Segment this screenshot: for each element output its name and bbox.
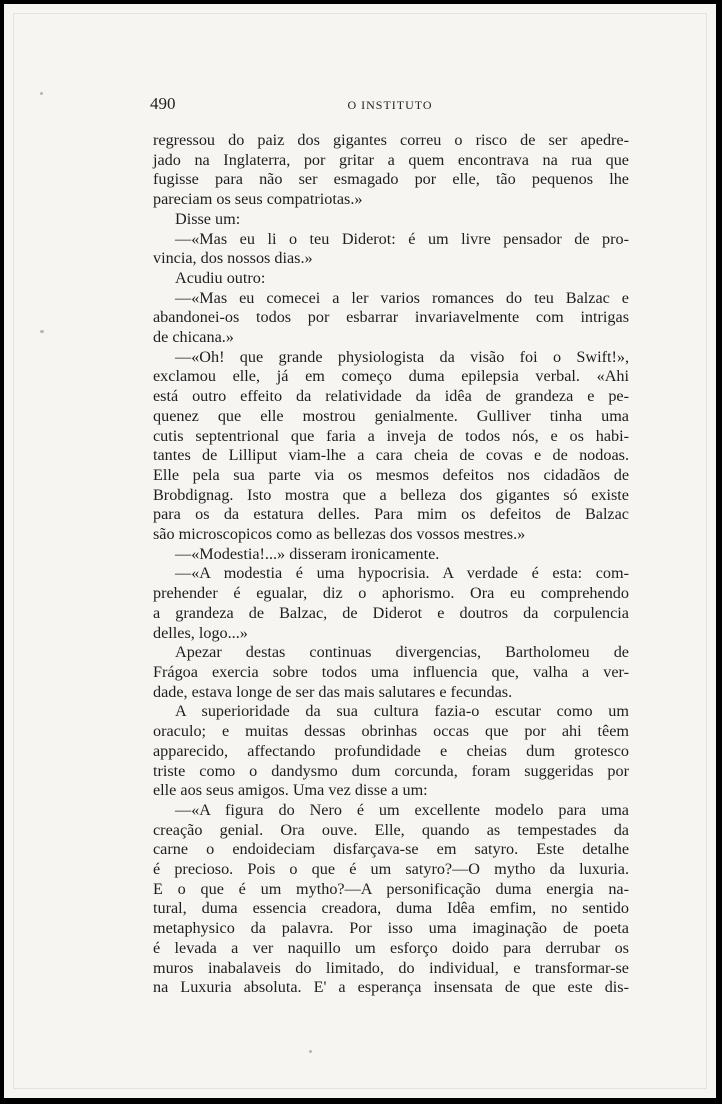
text-line: Frágoa exercia sobre todos uma influencia que, valha a ver-	[153, 662, 629, 681]
text-line: é levada a ver naquillo um esforço doido para derrubar os	[153, 938, 629, 957]
paper-speck	[40, 330, 44, 333]
text-line: na Luxuria absoluta. E' a esperança insensata de que este dis-	[153, 978, 629, 997]
text-line: —«A figura do Nero é um excellente modelo para uma	[175, 800, 629, 819]
text-line: Apezar destas continuas divergencias, Bartholomeu de	[175, 643, 629, 662]
text-line: —«A modestia é uma hypocrisia. A verdade é esta: com-	[175, 564, 629, 583]
text-line: é precioso. Pois o que é um satyro?—O mytho da luxuria.	[153, 860, 629, 879]
text-line: vincia, dos nossos dias.»	[153, 249, 313, 268]
text-line: para os da estatura delles. Para mim os defeitos de Balzac	[153, 505, 629, 524]
text-line: —«Mas eu comecei a ler varios romances do teu Balzac e	[175, 288, 629, 307]
paper-speck	[40, 92, 43, 95]
text-line: tural, duma essencia creadora, duma Idêa emfim, no sentido	[153, 899, 629, 918]
text-line: regressou do paiz dos gigantes correu o risco de ser apedre-	[153, 131, 629, 149]
text-line: está outro effeito da relatividade da idêa de grandeza e pe-	[153, 387, 629, 406]
body-text	[153, 131, 629, 998]
text-line: pareciam os seus compatriotas.»	[153, 190, 363, 209]
text-line: —«Mas eu li o teu Diderot: é um livre pensador de pro-	[175, 229, 629, 248]
text-line: delles, logo...»	[153, 623, 248, 642]
text-line: Elle pela sua parte via os mesmos defeitos nos cidadãos de	[153, 465, 629, 484]
text-line: jado na Inglaterra, por gritar a quem encontrava na rua que	[153, 150, 629, 169]
text-line: abandonei-os todos por esbarrar invariavelmente com intrigas	[153, 308, 629, 327]
text-line: muros inabalaveis do limitado, do individual, e transformar-se	[153, 958, 629, 977]
running-head	[150, 93, 630, 115]
text-line: elle aos seus amigos. Uma vez disse a um:	[153, 781, 428, 800]
text-line: E o que é um mytho?—A personificação duma energia na-	[153, 879, 629, 898]
text-line: triste como o dandysmo dum corcunda, foram suggeridas por	[153, 761, 629, 780]
text-line: fugisse para não ser esmagado por elle, tão pequenos lhe	[153, 170, 629, 189]
text-line: exclamou elle, já em começo duma epilepsia verbal. «Ahi	[153, 367, 629, 386]
text-line: A superioridade da sua cultura fazia-o escutar como um	[175, 702, 629, 721]
text-line: Brobdignag. Isto mostra que a belleza dos gigantes só existe	[153, 485, 629, 504]
text-line: de chicana.»	[153, 328, 234, 347]
text-line: quenez que elle mostrou genialmente. Gulliver tinha uma	[153, 406, 629, 425]
text-line: —«Oh! que grande physiologista da visão foi o Swift!»,	[175, 347, 629, 366]
text-line: dade, estava longe de ser das mais salutares e fecundas.	[153, 682, 513, 701]
journal-title: O INSTITUTO	[347, 98, 433, 112]
text-line: Disse um:	[175, 209, 241, 228]
page-number: 490	[150, 94, 176, 113]
text-line: carne o endoideciam disfarçava-se em satyro. Este detalhe	[153, 840, 629, 859]
paper-speck	[309, 1050, 312, 1053]
text-line: creação genial. Ora ouve. Elle, quando as tempestades da	[153, 820, 629, 839]
text-line: cutis septentrional que faria a inveja de todos nós, e os habi-	[153, 426, 629, 445]
text-line: apparecido, affectando profundidade e cheias dum grotesco	[153, 741, 629, 760]
book-page	[4, 4, 716, 1098]
text-line: —«Modestia!...» disseram ironicamente.	[175, 544, 440, 563]
text-line: oraculo; e muitas dessas obrinhas occas que por ahi têem	[153, 722, 629, 741]
text-line: são microscopicos como as bellezas dos vossos mestres.»	[153, 525, 526, 544]
text-line: Acudiu outro:	[175, 268, 266, 287]
text-line: prehender é egualar, diz o aphorismo. Ora eu comprehendo	[153, 584, 629, 603]
text-line: tantes de Lilliput viam-lhe a cara cheia de covas e de nodoas.	[153, 446, 629, 465]
text-line: metaphysico da palavra. Por isso uma imaginação de poeta	[153, 919, 629, 938]
text-line: a grandeza de Balzac, de Diderot e doutros da corpulencia	[153, 603, 629, 622]
